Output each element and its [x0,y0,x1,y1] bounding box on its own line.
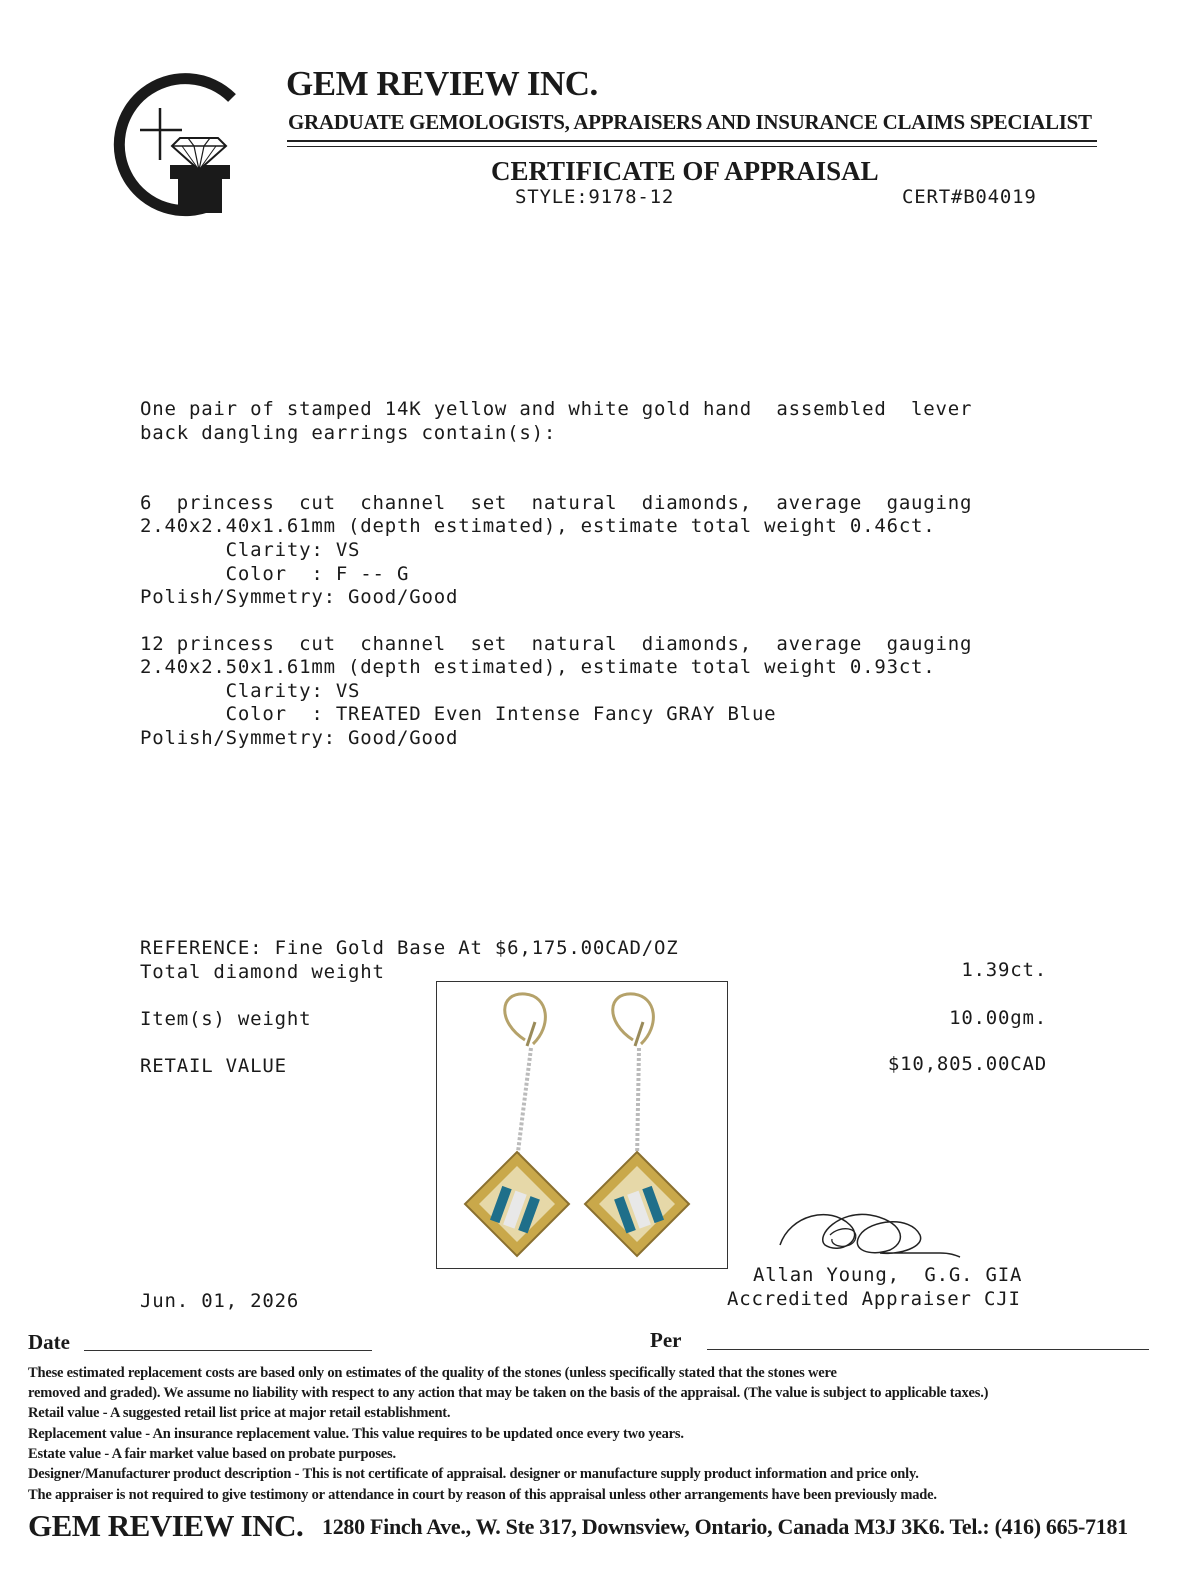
company-name: GEM REVIEW INC. [286,64,598,103]
stone-description-line: 2.40x2.40x1.61mm (depth estimated), estimate total weight 0.46ct. [140,515,936,537]
retail-value: $10,805.00CAD [887,1053,1047,1075]
disclaimer-line: removed and graded). We assume no liability with respect to any action that may be taken on the basis of the appraisal. (The value is subject to applicable taxes.) [28,1385,989,1401]
gold-reference: REFERENCE: Fine Gold Base At $6,175.00CAD/OZ [140,937,679,959]
stone-color: Color : F -- G [140,563,410,585]
appraisal-date: Jun. 01, 2026 [140,1290,300,1312]
header-divider [287,140,1097,142]
stone-description-line: 12 princess cut channel set natural diamonds, average gauging [140,633,973,655]
total-diamond-weight-label: Total diamond weight [140,961,385,983]
disclaimer-line: The appraiser is not required to give testimony or attendance in court by reason of this appraisal unless other arrangements have been previously made. [28,1487,937,1503]
stone-polish: Polish/Symmetry: Good/Good [140,586,459,608]
stone-clarity: Clarity: VS [140,680,361,702]
appraiser-name: Allan Young, G.G. GIA [753,1264,1023,1286]
stone-description-line: 6 princess cut channel set natural diamonds, average gauging [140,492,973,514]
date-signature-line [84,1350,372,1351]
disclaimer-line: Designer/Manufacturer product description - This is not certificate of appraisal. designer or manufacture supply product information and price only. [28,1466,919,1482]
certificate-title: CERTIFICATE OF APPRAISAL [491,156,879,186]
stone-clarity: Clarity: VS [140,539,361,561]
footer-address: 1280 Finch Ave., W. Ste 317, Downsview, Ontario, Canada M3J 3K6. Tel.: (416) 665-7181 [322,1514,1128,1539]
description-line: One pair of stamped 14K yellow and white gold hand assembled lever [140,398,973,420]
gem-g-logo-icon [100,70,240,220]
header-divider-thin [287,146,1097,147]
style-number: STYLE:9178-12 [515,186,675,208]
per-signature-line [707,1349,1149,1350]
certificate-number: CERT#B04019 [902,186,1037,208]
description-line: back dangling earrings contain(s): [140,422,557,444]
retail-value-label: RETAIL VALUE [140,1055,287,1077]
stone-color: Color : TREATED Even Intense Fancy GRAY Blue [140,703,777,725]
item-weight-label: Item(s) weight [140,1008,312,1030]
stone-description-line: 2.40x2.50x1.61mm (depth estimated), estimate total weight 0.93ct. [140,656,936,678]
disclaimer-line: Replacement value - An insurance replacement value. This value requires to be updated once every two years. [28,1426,684,1442]
appraiser-title: Accredited Appraiser CJI [727,1288,1021,1310]
disclaimer-line: Estate value - A fair market value based on probate purposes. [28,1446,396,1462]
total-diamond-weight-value: 1.39ct. [961,959,1047,981]
per-label: Per [650,1328,682,1352]
stone-polish: Polish/Symmetry: Good/Good [140,727,459,749]
company-tagline: GRADUATE GEMOLOGISTS, APPRAISERS AND INSURANCE CLAIMS SPECIALIST [288,110,1092,134]
earrings-image [437,982,727,1268]
disclaimer-line: These estimated replacement costs are based only on estimates of the quality of the stones (unless specifically stated that the stones were [28,1365,837,1381]
disclaimer-line: Retail value - A suggested retail list price at major retail establishment. [28,1405,451,1421]
appraiser-signature [770,1195,970,1275]
item-weight-value: 10.00gm. [949,1007,1047,1029]
earrings-photo [436,981,728,1269]
footer-company-name: GEM REVIEW INC. [28,1508,304,1543]
date-label: Date [28,1330,70,1354]
